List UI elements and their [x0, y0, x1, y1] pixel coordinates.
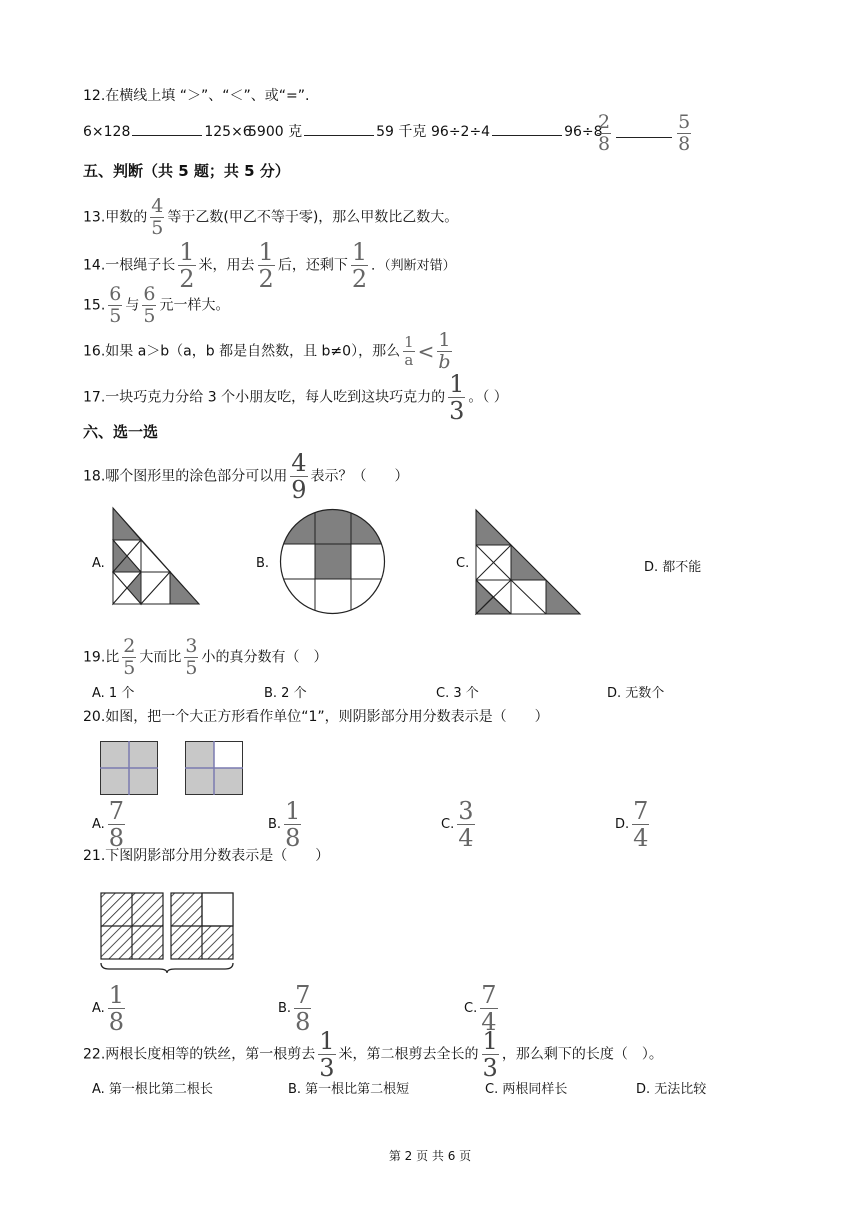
- q12-2-left: 5900 克: [248, 124, 303, 140]
- q16: 16.如果 a＞b（a，b 都是自然数，且 b≠0），那么 $\frac{1}{a}$ < $\frac{1}{b}$: [83, 329, 451, 373]
- q12-2-right: 59 千克: [376, 124, 427, 140]
- q12-item-2: [248, 121, 426, 142]
- q14-frac-3: $\frac{1}{2}$: [351, 238, 368, 293]
- q14: 14.一根绳子长 $\frac{1}{2}$ 米，用去 $\frac{1}{2}$ 后，还剩下 $\frac{1}{2}$ ．（判断对错）: [83, 238, 456, 293]
- q16-frac-b: $\frac{1}{b}$: [438, 329, 451, 373]
- q20-option-d[interactable]: D. $\frac{7}{4}$: [615, 797, 649, 852]
- q14-frac-2: $\frac{1}{2}$: [258, 238, 274, 293]
- q18: 18.哪个图形里的涂色部分可以用 $\frac{4}{9}$ 表示？（ ）: [83, 449, 409, 504]
- q21-option-b[interactable]: B. $\frac{7}{8}$: [278, 981, 311, 1036]
- q13: 13.甲数的 $\frac{4}{5}$ 等于乙数(甲乙不等于零)，那么甲数比乙数大。: [83, 195, 459, 239]
- q20-d-frac: $\frac{7}{4}$: [633, 797, 649, 852]
- q20-option-a[interactable]: A. $\frac{7}{8}$: [92, 797, 125, 852]
- q17-frac: $\frac{1}{3}$: [449, 370, 465, 425]
- q21-stem: 21.下图阴影部分用分数表示是（ ）: [83, 848, 330, 864]
- q13-frac: $\frac{4}{5}$: [151, 195, 164, 239]
- q18-option-d[interactable]: D. 都不能: [644, 560, 702, 575]
- q20-b-frac: $\frac{1}{8}$: [285, 797, 301, 852]
- q12-1-right: 125×6: [204, 124, 252, 140]
- q18-option-c[interactable]: C.: [456, 556, 470, 571]
- q20-stem: 20.如图，把一个大正方形看作单位“1”，则阴影部分用分数表示是（ ）: [83, 709, 549, 725]
- q12-frac-right: $\frac{5}{8}$: [678, 111, 691, 155]
- q20-option-b[interactable]: B. $\frac{1}{8}$: [268, 797, 301, 852]
- q21-option-c[interactable]: C. $\frac{7}{4}$: [464, 981, 497, 1036]
- q16-less-than: <: [417, 339, 435, 364]
- q20-option-c[interactable]: C. $\frac{3}{4}$: [441, 797, 474, 852]
- q15-frac-1: $\frac{6}{5}$: [109, 283, 122, 327]
- q15: 15. $\frac{6}{5}$ 与 $\frac{6}{5}$ 元一样大。: [83, 283, 230, 327]
- q18-circle-b: [279, 509, 387, 615]
- q19-option-b[interactable]: B. 2 个: [264, 686, 307, 701]
- q22-option-c[interactable]: C. 两根同样长: [485, 1082, 568, 1097]
- q18-option-b[interactable]: B.: [256, 556, 270, 571]
- q12-3-right: 96÷8: [564, 124, 603, 140]
- q21-a-frac: $\frac{1}{8}$: [108, 981, 125, 1036]
- q22-option-a[interactable]: A. 第一根比第二根长: [92, 1082, 213, 1097]
- q19-option-c[interactable]: C. 3 个: [436, 686, 479, 701]
- q22-option-d[interactable]: D. 无法比较: [636, 1082, 707, 1097]
- q12-2-blank[interactable]: [304, 121, 374, 136]
- q14-frac-1: $\frac{1}{2}$: [179, 238, 195, 293]
- q18-triangle-a: [113, 508, 200, 606]
- q12-item-3: [431, 121, 603, 142]
- q12-frac-left: $\frac{2}{8}$: [598, 111, 611, 155]
- q18-triangle-c: [476, 510, 581, 615]
- page-footer: 第 2 页 共 6 页: [388, 1149, 472, 1163]
- section-5-heading: 五、判断（共 5 题；共 5 分）: [83, 162, 290, 180]
- q22: 22.两根长度相等的铁丝，第一根剪去 $\frac{1}{3}$ 米，第二根剪去全长的 $\frac{1}{3}$ ，那么剩下的长度（ ）。: [83, 1027, 663, 1082]
- q21-hatched-figure: [97, 891, 237, 973]
- q18-option-a[interactable]: A.: [92, 556, 105, 571]
- q15-frac-2: $\frac{6}{5}$: [143, 283, 156, 327]
- q12-item-4: [594, 113, 694, 154]
- q20-square-1: [100, 741, 158, 795]
- q17: 17.一块巧克力分给 3 个小朋友吃，每人吃到这块巧克力的 $\frac{1}{3}$ 。（ ）: [83, 370, 508, 425]
- q21-c-frac: $\frac{7}{4}$: [481, 981, 497, 1036]
- q19-frac-2: $\frac{3}{5}$: [185, 635, 198, 679]
- q12-stem: 12.在横线上填 “＞”、“＜”、或“=”.: [83, 88, 310, 104]
- q12-item-1: [83, 121, 252, 142]
- q12-3-left: 96÷2÷4: [431, 124, 491, 140]
- q21-b-frac: $\frac{7}{8}$: [295, 981, 311, 1036]
- q16-frac-a: $\frac{1}{a}$: [404, 333, 414, 369]
- q21-option-a[interactable]: A. $\frac{1}{8}$: [92, 981, 125, 1036]
- q22-frac-2: $\frac{1}{3}$: [482, 1027, 498, 1082]
- section-6-heading: 六、选一选: [83, 423, 159, 441]
- q22-frac-1: $\frac{1}{3}$: [319, 1027, 335, 1082]
- q12-1-left: 6×128: [83, 124, 131, 140]
- q20-c-frac: $\frac{3}{4}$: [458, 797, 474, 852]
- q20-a-frac: $\frac{7}{8}$: [108, 797, 125, 852]
- q12-3-blank[interactable]: [492, 121, 562, 136]
- q19: 19.比 $\frac{2}{5}$ 大而比 $\frac{3}{5}$ 小的真分数有（ ）: [83, 635, 328, 679]
- q19-frac-1: $\frac{2}{5}$: [123, 635, 136, 679]
- q12-1-blank[interactable]: [132, 121, 202, 136]
- q19-option-d[interactable]: D. 无数个: [607, 686, 665, 701]
- q20-square-2: [185, 741, 243, 795]
- q19-option-a[interactable]: A. 1 个: [92, 686, 135, 701]
- q22-option-b[interactable]: B. 第一根比第二根短: [288, 1082, 410, 1097]
- q12-4-blank[interactable]: [616, 123, 672, 138]
- q18-frac: $\frac{4}{9}$: [291, 449, 307, 504]
